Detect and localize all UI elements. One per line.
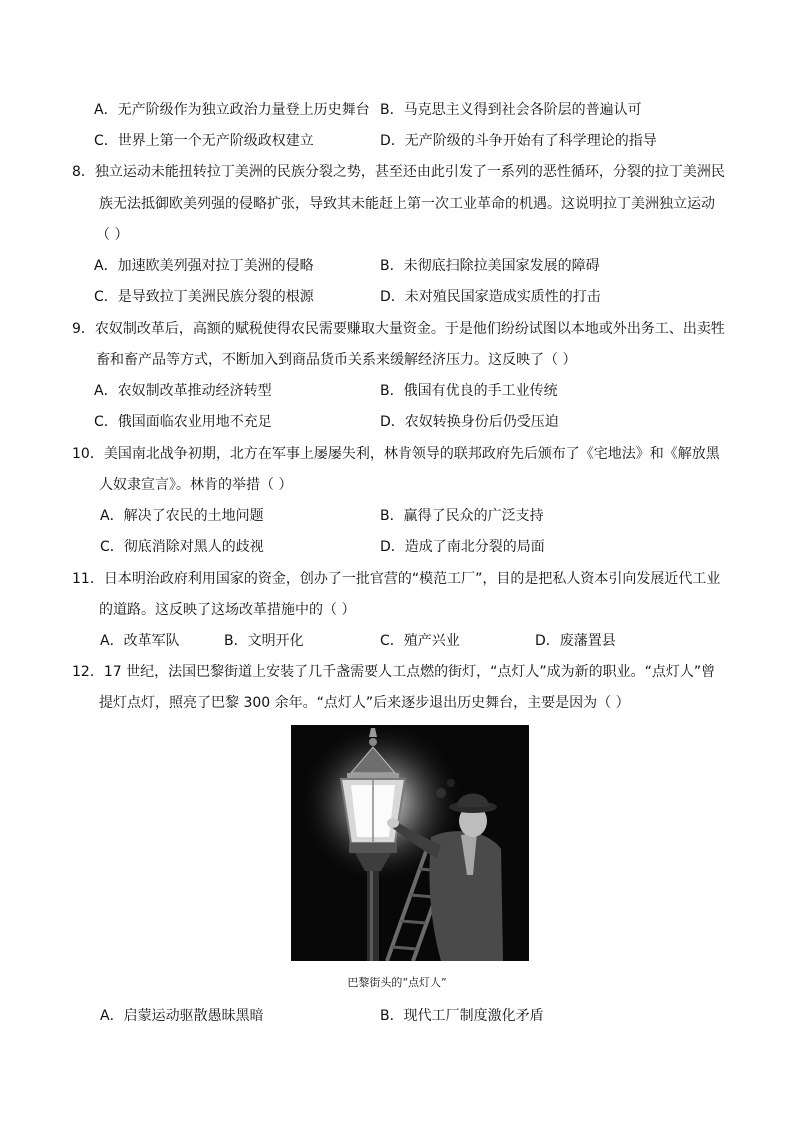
q12-option-b: B．现代工厂制度激化矛盾 <box>380 1008 544 1024</box>
q11-stem-line1: 11．日本明治政府利用国家的资金，创办了一批官营的“模范工厂”，目的是把私人资本引向发展近代工业 <box>72 571 721 587</box>
q8-option-a: A．加速欧美列强对拉丁美洲的侵略 <box>94 258 314 274</box>
q8-answer-blank: （ ） <box>96 227 129 243</box>
q7-option-d: D．无产阶级的斗争开始有了科学理论的指导 <box>380 133 657 149</box>
q10-option-d: D．造成了南北分裂的局面 <box>380 539 545 555</box>
q11-option-d: D．废藩置县 <box>535 633 616 649</box>
q9-option-a: A．农奴制改革推动经济转型 <box>94 383 272 399</box>
q9-stem-line1: 9．农奴制改革后，高额的赋税使得农民需要赚取大量资金。于是他们纷纷试图以本地或外出务工、出卖牲 <box>72 321 725 337</box>
q10-stem-line2: 人奴隶宣言》。林肯的举措（ ） <box>99 477 293 493</box>
q7-option-b: B．马克思主义得到社会各阶层的普遍认可 <box>380 102 642 118</box>
q8-stem-line2: 族无法抵御欧美列强的侵略扩张，导致其未能赶上第一次工业革命的机遇。这说明拉丁美洲独立运动 <box>99 196 715 212</box>
q9-stem-line2: 畜和畜产品等方式，不断加入到商品货币关系来缓解经济压力。这反映了（ ） <box>96 352 577 368</box>
q12-stem-line2: 提灯点灯，照亮了巴黎 300 余年。“点灯人”后来逐步退出历史舞台，主要是因为（ ） <box>99 695 630 711</box>
q9-option-c: C．俄国面临农业用地不充足 <box>94 414 272 430</box>
q11-stem-line2: 的道路。这反映了这场改革措施中的（ ） <box>99 602 356 618</box>
photo-caption: 巴黎街头的“点灯人” <box>347 976 447 989</box>
q8-option-b: B．未彻底扫除拉美国家发展的障碍 <box>380 258 600 274</box>
q8-stem-line1: 8．独立运动未能扭转拉丁美洲的民族分裂之势，甚至还由此引发了一系列的恶性循环，分裂的拉丁美洲民 <box>72 164 725 180</box>
q8-option-d: D．未对殖民国家造成实质性的打击 <box>380 289 601 305</box>
lamplighter-photo <box>291 725 529 961</box>
q10-option-a: A．解决了农民的土地问题 <box>100 508 264 524</box>
q12-stem-line1: 12．17 世纪，法国巴黎街道上安装了几千盏需要人工点燃的街灯，“点灯人”成为新的职业。“点灯人”曾 <box>72 664 716 680</box>
q12-option-a: A．启蒙运动驱散愚昧黑暗 <box>100 1008 264 1024</box>
q11-option-b: B．文明开化 <box>224 633 304 649</box>
lamplighter-illustration <box>291 725 529 961</box>
q7-option-a: A．无产阶级作为独立政治力量登上历史舞台 <box>94 102 370 118</box>
q11-option-a: A．改革军队 <box>100 633 180 649</box>
q9-option-d: D．农奴转换身份后仍受压迫 <box>380 414 559 430</box>
q9-option-b: B．俄国有优良的手工业传统 <box>380 383 558 399</box>
q7-option-c: C．世界上第一个无产阶级政权建立 <box>94 133 314 149</box>
q11-option-c: C．殖产兴业 <box>380 633 460 649</box>
q10-option-c: C．彻底消除对黑人的歧视 <box>100 539 264 555</box>
q8-option-c: C．是导致拉丁美洲民族分裂的根源 <box>94 289 314 305</box>
q10-option-b: B．赢得了民众的广泛支持 <box>380 508 544 524</box>
q10-stem-line1: 10．美国南北战争初期，北方在军事上屡屡失利，林肯领导的联邦政府先后颁布了《宅地法》和《解放黑 <box>72 446 720 462</box>
